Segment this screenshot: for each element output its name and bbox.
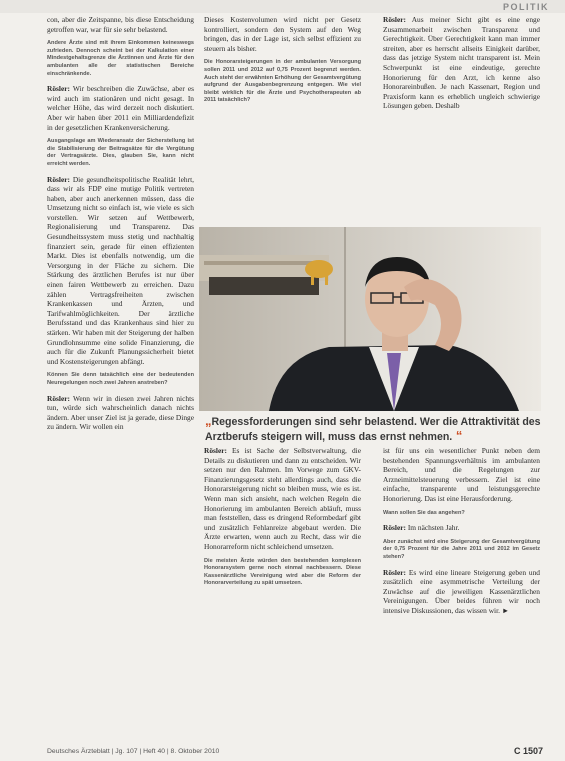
close-quote-icon: “ (452, 428, 463, 443)
question: Die Honorarsteigerungen in der ambulanten Versorgung sollen 2011 und 2012 auf 0,75 Prozent begrenzt werden. Auch steht der erwähnten Erhöhung der Gesamtvergütung aufgrund der Ausgabenbegrenzung entgegen. Wie viel bleibt wirklich für die Ärzte und Psychotherapeuten ab 2011 tatsächlich? (204, 59, 361, 104)
answer-text: Die gesundheitspolitische Realität lehrt, dass wir als FDP eine mutige Politik vertreten haben, aber auch anerkennen müssen, dass die Umsetzung nicht so einfach ist, wie viele es sich vorstellen. Wir setzen auf Wettbewerb, Regionalisierung und Transparenz. Das Gesundheitssystem muss stetig und nachhaltig finanziert sein, gerade für einen effizienten Markt. Dies ist ebenfalls notwendig, um die Versorgung in der Fläche zu sichern. Die Stärkung des ärztlichen Berufes ist nur über einen fairen Wettbewerb zu erreichen. Dazu zählen Vertragsfreiheiten zwischen Krankenkassen und Ärzten, und Tarifwahlmöglichkeiten. Der ärztliche Berufsstand und das Krankenhaus sind hier zu stärken. Wir haben mit der Steigerung der halben Grundlohnsumme eine solide Finanzierung, die auch für die Zukunft Planungssicherheit bietet und Kostensteigerungen abfängt. (47, 174, 194, 366)
continue-arrow-icon: ► (501, 605, 510, 615)
portrait-illustration (199, 227, 541, 411)
column-middle-bottom (204, 446, 361, 742)
answer-text: Wir beschreiben die Zuwächse, aber es wird auch im stationären und nicht gesagt. In welcher Höhe, das wird derzeit noch diskutiert. Aber wir haben über 2011 ein Milliardendefizit in der gesetzlichen Krankenversicherung. (47, 84, 194, 132)
speaker-label: Rösler: (383, 523, 406, 533)
page-footer (0, 744, 565, 761)
column-right-bottom (383, 446, 540, 742)
answer-text: Aus meiner Sicht gibt es eine enge Zusammenarbeit zwischen Transparenz und Gerechtigkeit. Über Gerechtigkeit kann man immer streiten, aber es herrscht allseits Einigkeit darüber, dass das jetzige System nicht transparent ist. Mein Schwerpunkt ist eine eindeutige, gerechte Honorierung für den Arzt, ich kenne also Honorareinbußen. Je nach Kassenart, Region und Praxisform kann es erheblich ungleich schwierige Lösungen geben. Deshalb (383, 15, 540, 111)
paragraph: ist für uns ein wesentlicher Punkt neben dem bestehenden Spannungsverhältnis im ambulanten Bereich, und die Regelungen zur Arzneimittelsteuerung verbessern. Ziel ist eine einfache, transparente und leistungsgerechte Honorierung. Das ist eine Herausforderung. (383, 446, 540, 503)
journal-citation: Deutsches Ärzteblatt | Jg. 107 | Heft 40 | 8. Oktober 2010 (47, 748, 220, 755)
speaker-label: Rösler: (47, 393, 70, 403)
answer (383, 523, 540, 533)
answer-text: Es wird eine lineare Steigerung geben und zusätzlich eine asymmetrische Verteilung der Zuwächse auf die jeweiligen Kassenärztlichen Vereinigungen. Über beides führen wir noch intensive Diskussionen, das wissen wir. (383, 567, 540, 615)
answer-text: Im nächsten Jahr. (405, 523, 460, 533)
speaker-label: Rösler: (204, 446, 227, 455)
answer (204, 446, 361, 552)
question: Aber zunächst wird eine Steigerung der Gesamtvergütung der 0,75 Prozent für die Jahre 2011 und 2012 im Gesetz stehen? (383, 538, 540, 560)
speaker-label: Rösler: (383, 15, 406, 24)
pull-quote (205, 414, 545, 444)
question: Die meisten Ärzte würden den bestehenden komplexen Honorarsystem gerne noch einmal nachbessern. Diese Kassenärztliche Vereinigung wird aber die Reform der Honorarverteilung zu spät umsetzen. (204, 557, 361, 587)
speaker-label: Rösler: (47, 84, 70, 94)
paragraph: con, aber die Zeitspanne, bis diese Entscheidung getroffen war, war für sie sehr belastend. (47, 15, 194, 34)
open-quote-icon: „ (205, 413, 212, 428)
answer (47, 84, 194, 132)
interview-photo (199, 227, 541, 411)
paragraph: Dieses Kostenvolumen wird nicht per Gesetz kontrolliert, sondern den System auf den Weg bringen, das in der Lage ist, sich selbst effizient zu steuern als bisher. (204, 15, 361, 53)
speaker-label: Rösler: (47, 174, 70, 184)
question: Wann sollen Sie das angehen? (383, 509, 465, 516)
answer (383, 568, 540, 616)
question: Ausgangslage am Wiederansatz der Sicherstellung ist die Stabilisierung der Beitragsätze für die Vergütung der Vertragsärzte. Dies, glauben Sie, kann nicht erreicht werden. (47, 138, 194, 167)
section-title: POLITIK (503, 2, 549, 12)
column-right-top (383, 15, 540, 225)
speaker-label: Rösler: (383, 567, 406, 577)
answer (383, 15, 540, 111)
column-left (47, 15, 194, 741)
column-middle-top (204, 15, 361, 225)
question: Andere Ärzte sind mit ihrem Einkommen keineswegs zufrieden. Dennoch scheint bei der Kalkulation einer Mindestgehaltsgrenze die Ärztinnen und Ärzte für den ambulanten alle der statistischen Bereiche einschränkende. (47, 40, 194, 77)
answer-text: Es ist Sache der Selbstverwaltung, die Details zu diskutieren und dann zu entscheiden. Wir setzen nur den Rahmen. Im Vorwege zum GKV-Finanzierungsgesetz steht allerdings auch, dass die Honorarsteigerung nicht so bleiben muss, wie es ist. Wenn man sich ansieht, nach welchen Regeln die Honorierung im ambulanten Bereich abläuft, muss man feststellen, dass es dringend Reformbedarf gibt und zusätzlich Fehlanreize abgebaut werden. Die Ärzte erwarten, wenn auch zu Recht, dass wir die Honorarreform nicht schleichend umsetzen. (204, 446, 361, 551)
page-number: C 1507 (513, 746, 543, 756)
answer (47, 394, 194, 432)
header-band (0, 0, 565, 13)
answer (47, 175, 194, 367)
answer-text: Wenn wir in diesen zwei Jahren nichts tun, würde sich wahrscheinlich danach nichts ändern. Aber unser Ziel ist ja gerade, diese Dinge zu ändern. Wir wollen ein (47, 393, 194, 432)
pull-quote-text: Regessforderungen sind sehr belastend. Wer die Attraktivität des Arztberufs steigern will, muss das ernst nehmen. (205, 416, 541, 443)
question: Können Sie denn tatsächlich eine der bedeutenden Neuregelungen noch zwei Jahren anstreben? (47, 372, 194, 386)
